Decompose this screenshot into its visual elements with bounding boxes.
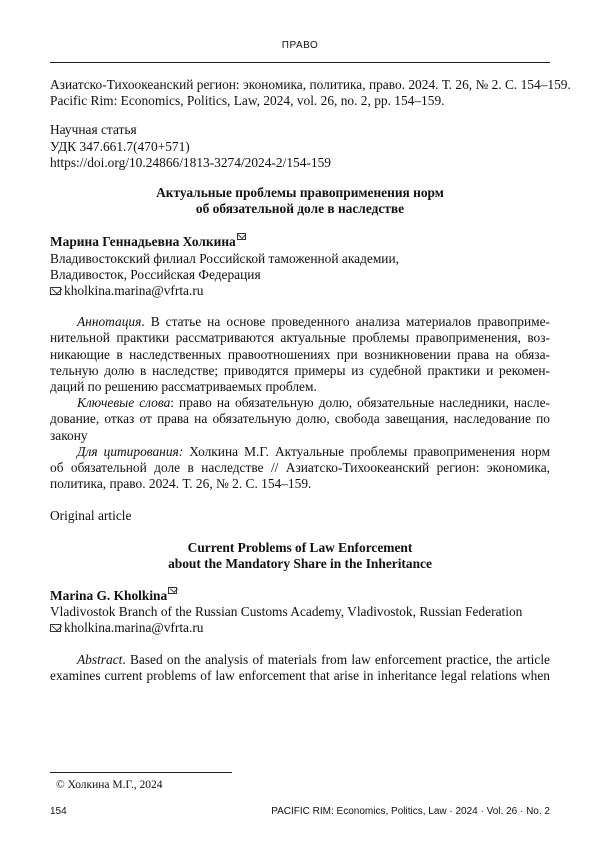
affiliation-ru-line-2: Владивосток, Российская Федерация	[50, 266, 261, 282]
email-en-line	[50, 620, 550, 636]
author-ru: Марина Геннадьевна Холкина	[50, 234, 236, 250]
author-en: Marina G. Kholkina	[50, 588, 168, 604]
article-type-ru: Научная статья	[50, 122, 137, 138]
journal-footer: PACIFIC RIM: Economics, Politics, Law · 2024 · Vol. 26 · No. 2	[271, 806, 550, 817]
envelope-icon	[50, 624, 61, 632]
author-ru-line	[50, 233, 550, 250]
abstract-en-line-2: examines current problems of law enforcement that arise in inheritance legal relations when	[50, 667, 550, 683]
footnote-rule	[50, 772, 232, 773]
author-en-line	[50, 587, 550, 604]
running-header	[50, 40, 550, 63]
title-en-line-2: about the Mandatory Share in the Inheritance	[168, 555, 432, 571]
cite-ru-label: Для цитирования:	[77, 443, 184, 459]
abstract-ru-line-5: даций по решению рассматриваемых проблем.	[50, 379, 317, 395]
abstract-ru-label: Аннотация	[77, 314, 142, 330]
title-ru-line-2: об обязательной доле в наследстве	[195, 201, 405, 217]
footnote-copyright: © Холкина М.Г., 2024	[56, 779, 163, 791]
doi-link[interactable]: https://doi.org/10.24866/1813-3274/2024-2/154-159	[50, 154, 331, 170]
keywords-ru-line-1: Ключевые слова: право на обязательную долю, обязательные наследники, насле-	[77, 395, 551, 411]
section-name: ПРАВО	[281, 40, 319, 51]
abstract-ru-line-4: тельную долю в наследстве; приводятся примеры из судебной практики и рекомен-	[50, 362, 550, 378]
abstract-ru-line-3: никающие в наследственных правоотношениях при возникновении права на обяза-	[50, 346, 550, 362]
article-type-en: Original article	[50, 508, 132, 524]
abstract-en-label: Abstract	[77, 651, 123, 667]
udc: УДК 347.661.7(470+571)	[50, 138, 190, 154]
email-ru-line	[50, 283, 550, 299]
keywords-ru-line-3: закону	[50, 427, 88, 443]
citation-ru: Азиатско-Тихоокеанский регион: экономика, политика, право. 2024. Т. 26, № 2. С. 154–159.	[50, 77, 571, 92]
keywords-ru-line-2: дование, отказ от права на обязательную долю, свобода завещания, наследование по	[50, 411, 550, 427]
keywords-ru-label: Ключевые слова	[77, 395, 171, 411]
citation-en: Pacific Rim: Economics, Politics, Law, 2024, vol. 26, no. 2, pp. 154–159.	[50, 93, 445, 109]
email-en[interactable]: kholkina.marina@vfrta.ru	[64, 620, 204, 636]
envelope-icon	[237, 233, 246, 240]
abstract-ru-line-1: Аннотация. В статье на основе проведенного анализа материалов правоприме-	[77, 314, 550, 330]
cite-ru-line-1: Для цитирования: Холкина М.Г. Актуальные проблемы правоприменения норм	[77, 443, 550, 459]
abstract-ru-line-2: нительной практики рассматриваются актуальные проблемы правоприменения, воз-	[50, 330, 550, 346]
cite-ru-line-2: об обязательной доле в наследстве // Азиатско-Тихоокеанский регион: экономика,	[50, 460, 550, 476]
page-number: 154	[50, 806, 67, 817]
email-ru[interactable]: kholkina.marina@vfrta.ru	[64, 283, 204, 299]
article-body	[50, 77, 571, 684]
cite-ru-line-3: политика, право. 2024. Т. 26, № 2. С. 154–159.	[50, 476, 312, 492]
envelope-icon	[168, 587, 177, 594]
envelope-icon	[50, 287, 61, 295]
affiliation-en: Vladivostok Branch of the Russian Customs Academy, Vladivostok, Russian Federation	[50, 604, 523, 620]
title-ru-line-1: Актуальные проблемы правоприменения норм	[156, 185, 444, 201]
abstract-en-line-1: Abstract. Based on the analysis of materials from law enforcement practice, the article	[77, 651, 550, 667]
affiliation-ru-line-1: Владивостокский филиал Российской таможенной академии,	[50, 250, 399, 266]
title-en-line-1: Current Problems of Law Enforcement	[187, 539, 413, 555]
